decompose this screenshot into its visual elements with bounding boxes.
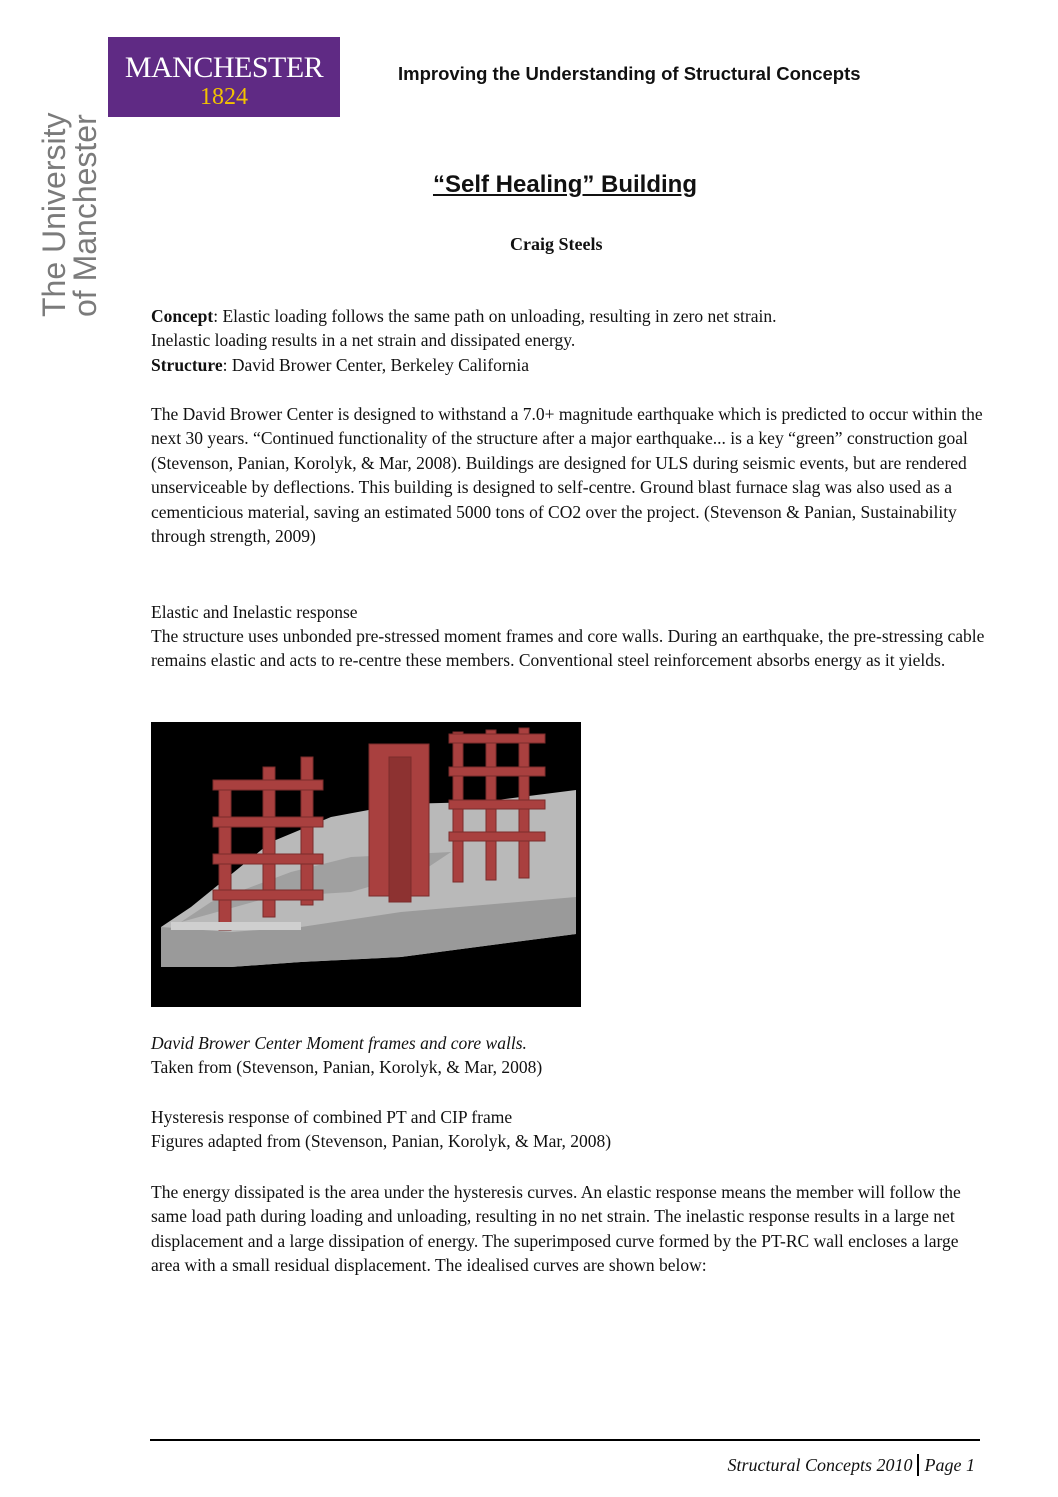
university-logo xyxy=(108,37,340,117)
hysteresis-heading: Hysteresis response of combined PT and CIP frame xyxy=(151,1107,513,1127)
building-render-image xyxy=(151,722,581,1007)
author: Craig Steels xyxy=(510,234,603,254)
hysteresis-block xyxy=(151,1105,991,1154)
energy-paragraph: The energy dissipated is the area under the hysteresis curves. An elastic response means the member will follow the same load path during loading and unloading, resulting in no net strain. The inelastic response results in a large net displacement and a large dissipation of energy. The superimposed curve formed by the PT-RC wall encloses a large area with a small residual displacement. The idealised curves are shown below: xyxy=(151,1182,961,1276)
concept-label: Concept xyxy=(151,306,214,326)
footer-title: Structural Concepts 2010 xyxy=(727,1455,913,1475)
university-vertical-name xyxy=(36,112,103,318)
hysteresis-source: Figures adapted from (Stevenson, Panian, Korolyk, & Mar, 2008) xyxy=(151,1131,612,1152)
caption-block xyxy=(151,1031,991,1080)
concept-text-2: Inelastic loading results in a net strain and dissipated energy. xyxy=(151,330,576,351)
concept-block xyxy=(151,304,991,377)
footer-separator xyxy=(917,1454,919,1476)
section-heading: Elastic and Inelastic response xyxy=(151,602,358,622)
series-title: Improving the Understanding of Structural Concepts xyxy=(398,63,861,84)
footer-rule xyxy=(150,1439,980,1441)
structure-label: Structure xyxy=(151,354,223,375)
structure-text: : David Brower Center, Berkeley California xyxy=(222,354,530,375)
intro-paragraph: The David Brower Center is designed to withstand a 7.0+ magnitude earthquake which is predicted to occur within the next 30 years. “Continued functionality of the structure after a major earthquake... is a key “green” construction goal (Stevenson, Panian, Korolyk, & Mar, 2008). Buildings are designed for ULS during seismic events, but are rendered unserviceable by deflections. This building is designed to self-centre. Ground blast furnace slag was also used as a cementicious material, saving an estimated 5000 tons of CO2 over the project. (Stevenson & Panian, Sustainability through strength, 2009) xyxy=(151,404,983,547)
logo-year: 1824 xyxy=(200,84,248,110)
page-number: Page 1 xyxy=(924,1455,975,1475)
image-caption: David Brower Center Moment frames and core walls. xyxy=(151,1033,527,1053)
logo-wordmark: MANCHESTER xyxy=(124,51,324,84)
page-footer xyxy=(728,1454,975,1476)
vertical-line-1: The University xyxy=(36,112,72,317)
image-caption-source: Taken from (Stevenson, Panian, Korolyk, & Mar, 2008) xyxy=(151,1057,543,1078)
section-paragraph: The structure uses unbonded pre-stressed moment frames and core walls. During an earthquake, the pre-stressing cable remains elastic and acts to re-centre these members. Conventional steel reinforcement absorbs energy as it yields. xyxy=(151,626,985,671)
document-title: “Self Healing” Building xyxy=(432,171,697,198)
concept-text: : Elastic loading follows the same path on unloading, resulting in zero net strain. xyxy=(213,306,777,326)
vertical-line-2: of Manchester xyxy=(67,114,103,317)
